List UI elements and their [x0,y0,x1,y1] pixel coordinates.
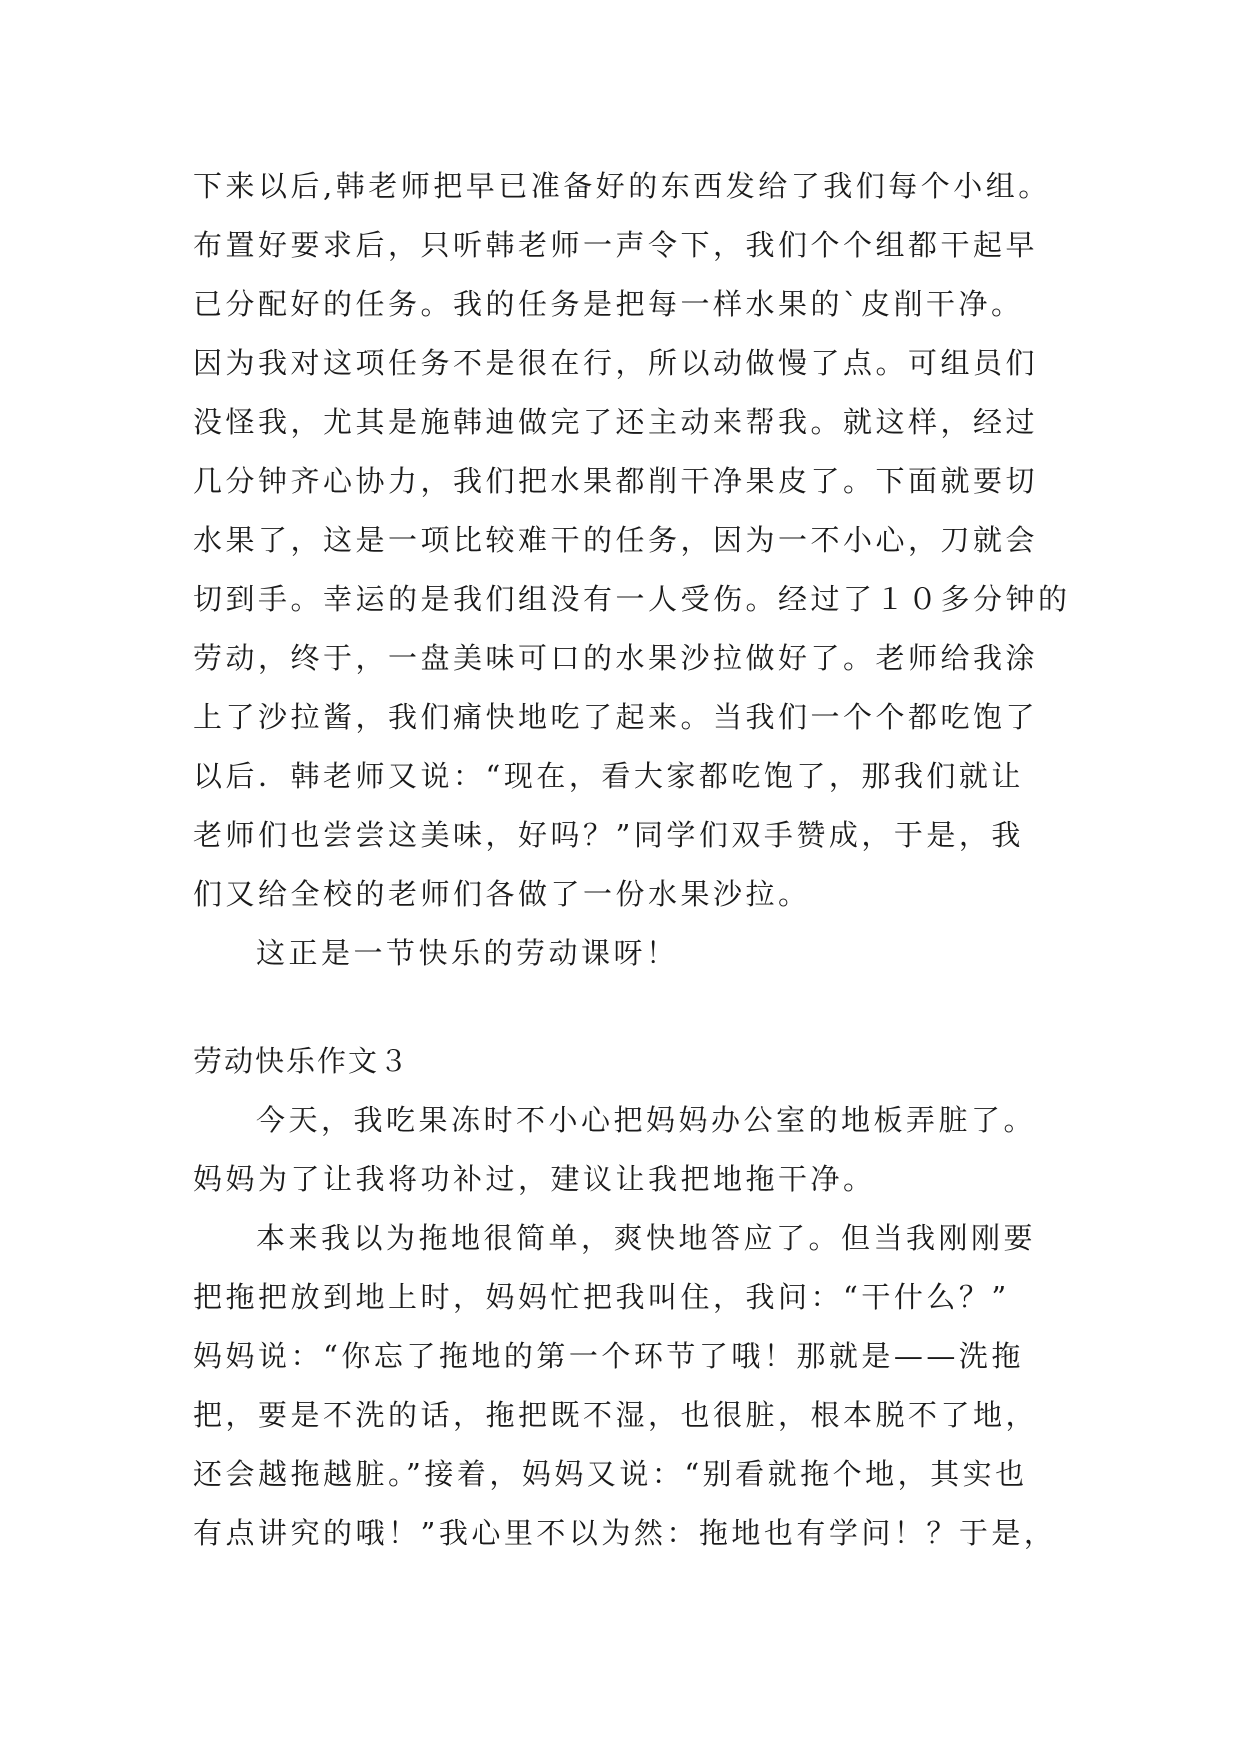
closing-line: 这正是一节快乐的劳动课呀！ [256,936,679,970]
text-line: 没怪我，尤其是施韩迪做完了还主动来帮我。就这样，经过 [193,405,1039,439]
section-title: 劳动快乐作文３ [193,1044,411,1078]
text-line: 把拖把放到地上时，妈妈忙把我叫住，我问：“干什么？” [193,1280,1010,1314]
text-line: 妈妈说：“你忘了拖地的第一个环节了哦！那就是——洗拖 [193,1339,1024,1373]
text-line: 因为我对这项任务不是很在行，所以动做慢了点。可组员们 [193,346,1039,380]
text-line: 把，要是不洗的话，拖把既不湿，也很脏，根本脱不了地， [193,1398,1039,1432]
text-line: 已分配好的任务。我的任务是把每一样水果的`皮削干净。 [193,287,1024,321]
text-line: 劳动，终于，一盘美味可口的水果沙拉做好了。老师给我涂 [193,641,1039,675]
text-line: 妈妈为了让我将功补过，建议让我把地拖干净。 [193,1162,876,1196]
text-line: 以后．韩老师又说：“现在，看大家都吃饱了，那我们就让 [193,759,1024,793]
text-line: 们又给全校的老师们各做了一份水果沙拉。 [193,877,811,911]
text-line: 今天，我吃果冻时不小心把妈妈办公室的地板弄脏了。 [256,1103,1037,1137]
text-line: 有点讲究的哦！”我心里不以为然：拖地也有学问！？于是， [193,1516,1057,1550]
text-line: 布置好要求后，只听韩老师一声令下，我们个个组都干起早 [193,228,1039,262]
text-line: 本来我以为拖地很简单，爽快地答应了。但当我刚刚要 [256,1221,1037,1255]
text-line: 几分钟齐心协力，我们把水果都削干净果皮了。下面就要切 [193,464,1039,498]
text-line: 老师们也尝尝这美味，好吗？”同学们双手赞成，于是，我 [193,818,1024,852]
text-line: 切到手。幸运的是我们组没有一人受伤。经过了１０多分钟的 [193,582,1071,616]
text-line: 还会越拖越脏。”接着，妈妈又说：“别看就拖个地，其实也 [193,1457,1028,1491]
text-line: 上了沙拉酱，我们痛快地吃了起来。当我们一个个都吃饱了 [193,700,1039,734]
text-line: 下来以后,韩老师把早已准备好的东西发给了我们每个小组。 [193,169,1051,203]
text-line: 水果了，这是一项比较难干的任务，因为一不小心，刀就会 [193,523,1039,557]
